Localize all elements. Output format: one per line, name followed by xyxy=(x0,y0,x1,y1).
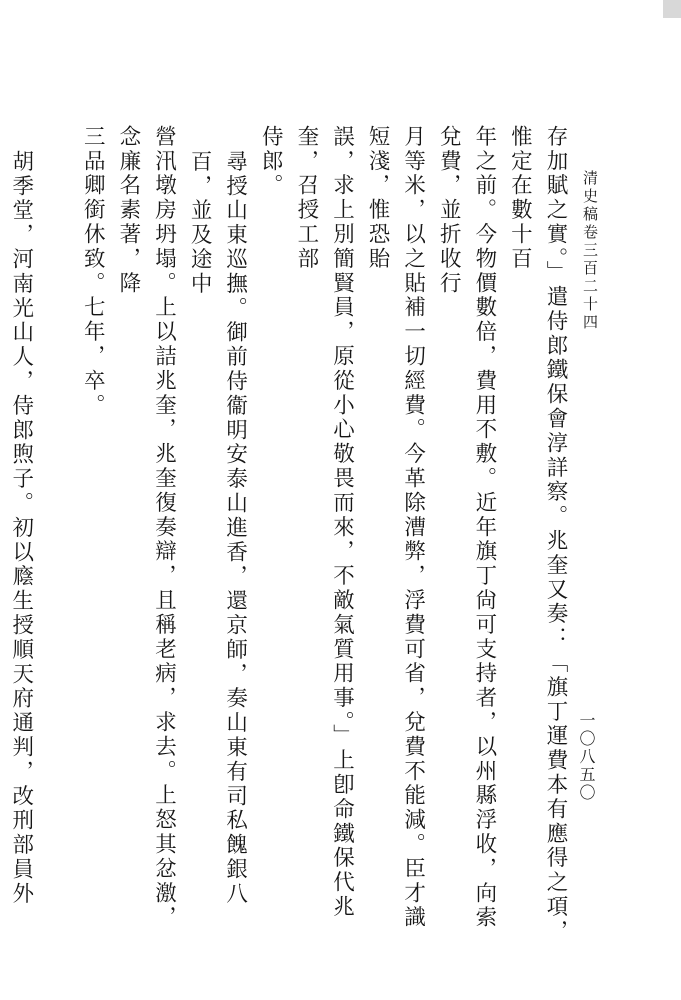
text-column-2: 年之前。今物價數倍，費用不敷。近年旗丁尙可支持者，以州縣浮收，向索兌費，並折收行 xyxy=(436,125,497,931)
page-number: 一〇八五〇 xyxy=(577,712,596,802)
text-column-3: 月等米，以之貼補一切經費。今革除漕弊，浮費可省，兌費不能減。臣才識短淺，惟恐貽 xyxy=(365,125,426,931)
text-column-9: 胡季堂，河南光山人，侍郎煦子。初以廕生授順天府通判，改刑部員外 xyxy=(8,149,34,907)
text-column-4: 誤，求上別簡賢員，原從小心敬畏而來，不敵氣質用事。」上卽命鐵保代兆奎，召授工部 xyxy=(293,125,355,920)
running-header-title: 清史稿卷三百二十四 xyxy=(581,170,599,332)
main-text-block xyxy=(0,125,573,950)
text-column-8: 三品卿銜休致。七年，卒。 xyxy=(80,125,106,418)
text-column-5: 侍郎。 xyxy=(258,125,284,199)
section-gap xyxy=(39,125,75,950)
page-corner-mark xyxy=(663,0,681,18)
text-column-6: 尋授山東巡撫。御前侍衞明安泰山進香，還京師，奏山東有司私餽銀八百，並及途中 xyxy=(187,149,248,907)
text-column-7: 營汛墩房坍塌。上以詰兆奎，兆奎復奏辯，且稱老病，求去。上怒其忿激，念廉名素著，降 xyxy=(115,125,177,931)
text-column-1: 存加賦之實。」遣侍郎鐵保會淳詳察。兆奎又奏：「旗丁運費本有應得之項，惟定在數十百 xyxy=(507,125,568,944)
